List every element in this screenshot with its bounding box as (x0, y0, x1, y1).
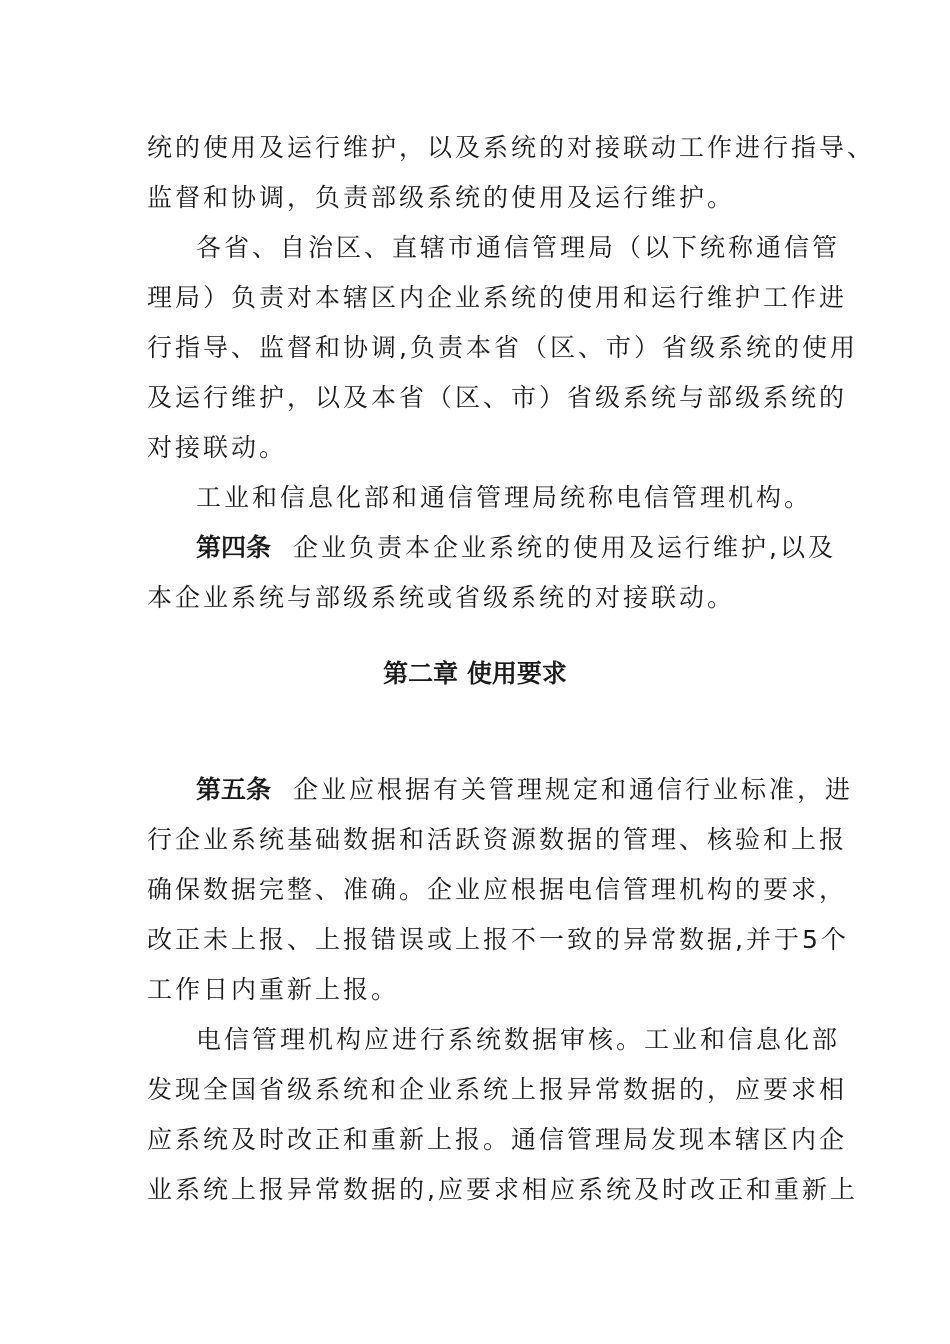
paragraph-first-line: 工业和信息化部和通信管理局统称电信管理机构。 (196, 483, 813, 512)
text-line: 及运行维护，以及本省（区、市）省级系统与部级系统的 (147, 383, 848, 412)
text-line: 工作日内重新上报。 (147, 975, 400, 1004)
article-5-label: 第五条 (196, 775, 272, 804)
text-line: 理局）负责对本辖区内企业系统的使用和运行维护工作进 (147, 283, 848, 312)
article-4-label: 第四条 (196, 533, 272, 562)
article-4-text: 企业负责本企业系统的使用及运行维护,以及 (293, 533, 836, 562)
text-line: 行企业系统基础数据和活跃资源数据的管理、核验和上报 (147, 825, 848, 854)
text-line: 改正未上报、上报错误或上报不一致的异常数据,并于5个 (147, 925, 849, 954)
text-line: 对接联动。 (147, 433, 288, 462)
text-line: 本企业系统与部级系统或省级系统的对接联动。 (147, 583, 736, 612)
text-line: 发现全国省级系统和企业系统上报异常数据的，应要求相 (147, 1075, 848, 1104)
article-5-first-line (196, 774, 886, 806)
article-4-first-line (196, 532, 886, 564)
text-line: 统的使用及运行维护，以及系统的对接联动工作进行指导、 (147, 133, 876, 162)
text-line: 确保数据完整、准确。企业应根据电信管理机构的要求， (147, 875, 848, 904)
text-line: 应系统及时改正和重新上报。通信管理局发现本辖区内企 (147, 1125, 848, 1154)
paragraph-first-line: 各省、自治区、直辖市通信管理局（以下统称通信管 (196, 233, 841, 262)
text-line: 业系统上报异常数据的,应要求相应系统及时改正和重新上 (147, 1175, 858, 1204)
chapter-title: 第二章 使用要求 (383, 659, 567, 688)
article-5-text: 企业应根据有关管理规定和通信行业标准，进 (293, 775, 854, 804)
paragraph-first-line: 电信管理机构应进行系统数据审核。工业和信息化部 (196, 1025, 841, 1054)
text-line: 行指导、监督和协调,负责本省（区、市）省级系统的使用 (147, 333, 858, 362)
text-line: 监督和协调，负责部级系统的使用及运行维护。 (147, 183, 736, 212)
